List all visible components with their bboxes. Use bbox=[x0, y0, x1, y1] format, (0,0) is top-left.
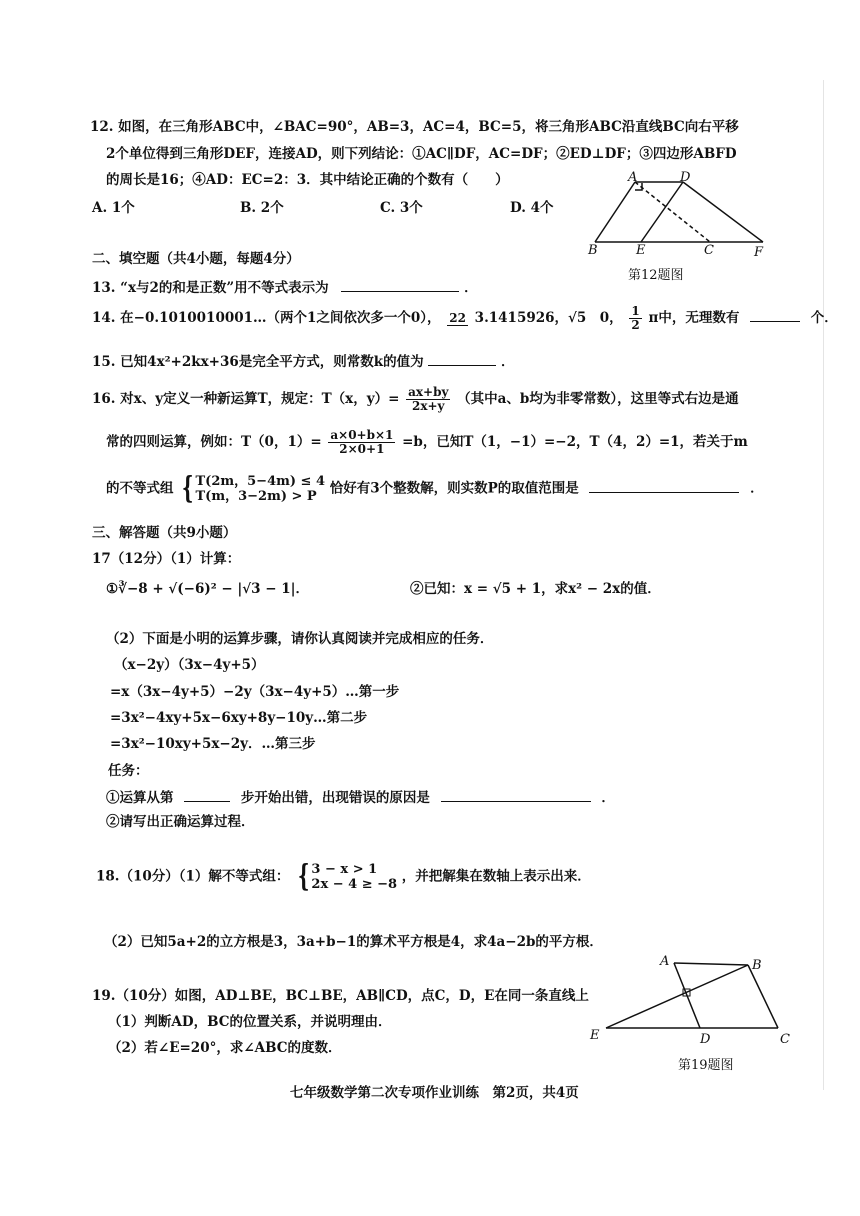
q12-line1: 12. 如图，在三角形ABC中，∠BAC=90°，AB=3，AC=4，BC=5，将三角形ABC沿直线BC向右平移 bbox=[90, 119, 739, 135]
q15-answer-blank[interactable] bbox=[428, 351, 496, 366]
q12-line3: 的周长是16；④AD：EC=2：3．其中结论正确的个数有（ ） bbox=[106, 172, 509, 188]
q19-label-e: E bbox=[590, 1028, 600, 1043]
section3-title: 三、解答题（共9小题） bbox=[92, 525, 237, 541]
q16-line3-pre: 的不等式组 bbox=[106, 480, 174, 497]
q16-fraction-def bbox=[406, 386, 450, 413]
q16-line3-post: 恰好有3个整数解，则实数P的取值范围是 bbox=[329, 480, 579, 497]
q14-frac1-num: 22 bbox=[449, 310, 466, 325]
q16-line1 bbox=[92, 386, 739, 413]
q19-label-c: C bbox=[780, 1032, 790, 1047]
q17-step-1: =x（3x−4y+5）−2y（3x−4y+5）…第一步 bbox=[110, 684, 400, 700]
q14 bbox=[92, 305, 838, 332]
q12-figure bbox=[585, 172, 775, 262]
q12-label-f: F bbox=[754, 245, 764, 260]
q14-fraction-1 bbox=[447, 312, 468, 326]
q18-pre: 18.（10分）（1）解不等式组： bbox=[96, 868, 290, 885]
segment-ab bbox=[674, 963, 748, 965]
q18-part1 bbox=[96, 859, 591, 894]
q12-caption: 第12题图 bbox=[628, 268, 684, 283]
q19-label-a: A bbox=[660, 954, 670, 969]
segment-df bbox=[683, 182, 763, 242]
q13-text: 13. “x与2的和是正数”用不等式表示为 bbox=[92, 280, 329, 296]
q12-option-b: B. 2个 bbox=[240, 200, 284, 216]
q16-ex-den: 2×0+1 bbox=[339, 442, 385, 456]
q17-step-2: =3x²−4xy+5x−6xy+8y−10y…第二步 bbox=[110, 710, 368, 726]
q18-inequality-system bbox=[294, 859, 398, 894]
segment-ab bbox=[595, 182, 635, 242]
q16-end: ． bbox=[750, 480, 764, 497]
q17-step-0: （x−2y）（3x−4y+5） bbox=[114, 657, 265, 673]
q13-answer-blank[interactable] bbox=[341, 277, 459, 292]
segment-ac bbox=[635, 182, 710, 242]
q14-answer-blank[interactable] bbox=[750, 307, 800, 322]
q15-end: ． bbox=[501, 354, 515, 370]
q17-task1 bbox=[106, 787, 615, 807]
q14-end: 个． bbox=[810, 310, 838, 326]
q17-task-label: 任务： bbox=[108, 763, 149, 779]
q16-line1-post: （其中a、b均为非零常数），这里等式右边是通 bbox=[457, 391, 739, 407]
q14-frac2-den: 2 bbox=[631, 318, 640, 332]
q18-post: ，并把解集在数轴上表示出来． bbox=[401, 868, 591, 885]
q19-line2: （1）判断AD，BC的位置关系，并说明理由． bbox=[108, 1014, 392, 1030]
q14-pre: 14. 在−0.1010010001…（两个1之间依次多一个0）， bbox=[92, 310, 441, 326]
q17-task2: ②请写出正确运算过程． bbox=[106, 814, 255, 830]
q19-label-d: D bbox=[700, 1032, 711, 1047]
q16-def-den: 2x+y bbox=[411, 399, 445, 413]
q12-option-c: C. 3个 bbox=[380, 200, 423, 216]
q14-post: π中，无理数有 bbox=[648, 310, 740, 326]
q16-line2-pre: 常的四则运算，例如：T（0，1）= bbox=[106, 434, 322, 450]
q16-sys-row2: T(m，3−2m) > P bbox=[195, 489, 317, 504]
q15-text: 15. 已知4x²+2kx+36是完全平方式，则常数k的值为 bbox=[92, 354, 424, 370]
q16-brace: { bbox=[182, 471, 194, 506]
q12-label-c: C bbox=[704, 243, 714, 258]
segment-eb bbox=[606, 965, 748, 1028]
q17-part2: ②已知：x = √5 + 1，求x² − 2x的值． bbox=[410, 581, 661, 597]
q19-caption: 第19题图 bbox=[678, 1058, 734, 1073]
q12-label-d: D bbox=[680, 170, 691, 185]
q16-line2-post: =b，已知T（1，−1）=−2，T（4，2）=1，若关于m bbox=[402, 434, 748, 450]
q16-line1-pre: 16. 对x、y定义一种新运算T，规定：T（x，y）= bbox=[92, 391, 400, 407]
q17-head: 17（12分）（1）计算： bbox=[92, 551, 241, 567]
q19-line3: （2）若∠E=20°，求∠ABC的度数． bbox=[108, 1040, 342, 1056]
q16-line2 bbox=[106, 429, 748, 456]
q17-part3: （2）下面是小明的运算步骤，请你认真阅读并完成相应的任务． bbox=[106, 631, 494, 647]
q19-figure bbox=[596, 955, 796, 1040]
q16-inequality-system bbox=[178, 471, 326, 506]
q17-step-blank[interactable] bbox=[184, 787, 230, 802]
q16-answer-blank[interactable] bbox=[589, 478, 739, 493]
page-footer: 七年级数学第二次专项作业训练 第2页，共4页 bbox=[290, 1085, 579, 1101]
q14-frac2-num: 1 bbox=[631, 304, 640, 318]
q14-fraction-2 bbox=[629, 305, 641, 332]
q12-option-d: D. 4个 bbox=[510, 200, 554, 216]
q18-brace: { bbox=[297, 859, 310, 894]
q17-reason-blank[interactable] bbox=[441, 787, 591, 802]
segment-bc bbox=[748, 965, 778, 1028]
q12-line2: 2个单位得到三角形DEF，连接AD，则下列结论：①AC∥DF，AC=DF；②ED⊥DF；③四边形ABFD bbox=[106, 146, 737, 162]
q17-task1-mid: 步开始出错，出现错误的原因是 bbox=[240, 790, 430, 806]
q12-label-a: A bbox=[628, 170, 638, 185]
q14-mid: 3.1415926，√5 0， bbox=[474, 310, 623, 326]
q18-sys-row1: 3 − x > 1 bbox=[311, 862, 378, 877]
q16-line3 bbox=[106, 471, 764, 506]
section2-title: 二、填空题（共4小题，每题4分） bbox=[92, 251, 300, 267]
q16-def-num: ax+by bbox=[408, 385, 449, 399]
q18-part2: （2）已知5a+2的立方根是3，3a+b−1的算术平方根是4，求4a−2b的平方根． bbox=[104, 934, 603, 950]
q12-label-e: E bbox=[636, 243, 646, 258]
q16-fraction-example bbox=[328, 429, 395, 456]
q16-ex-num: a×0+b×1 bbox=[330, 428, 394, 442]
q17-task1-pre: ①运算从第 bbox=[106, 790, 174, 806]
q18-sys-row2: 2x − 4 ≥ −8 bbox=[311, 877, 398, 892]
q17-task1-end: ． bbox=[601, 790, 615, 806]
q19-line1: 19.（10分）如图，AD⊥BE，BC⊥BE，AB∥CD，点C，D，E在同一条直线上 bbox=[92, 988, 589, 1004]
q13 bbox=[92, 277, 478, 297]
q13-end: ． bbox=[464, 280, 478, 296]
q17-part1: ①∛−8 + √(−6)² − |√3 − 1|． bbox=[106, 581, 310, 597]
q17-step-3: =3x²−10xy+5x−2y．…第三步 bbox=[110, 736, 316, 752]
q12-option-a: A. 1个 bbox=[92, 200, 135, 216]
q12-label-b: B bbox=[588, 243, 598, 258]
q19-label-b: B bbox=[752, 958, 762, 973]
q15 bbox=[92, 351, 515, 371]
q16-sys-row1: T(2m，5−4m) ≤ 4 bbox=[195, 474, 326, 489]
scan-edge bbox=[823, 80, 824, 1090]
